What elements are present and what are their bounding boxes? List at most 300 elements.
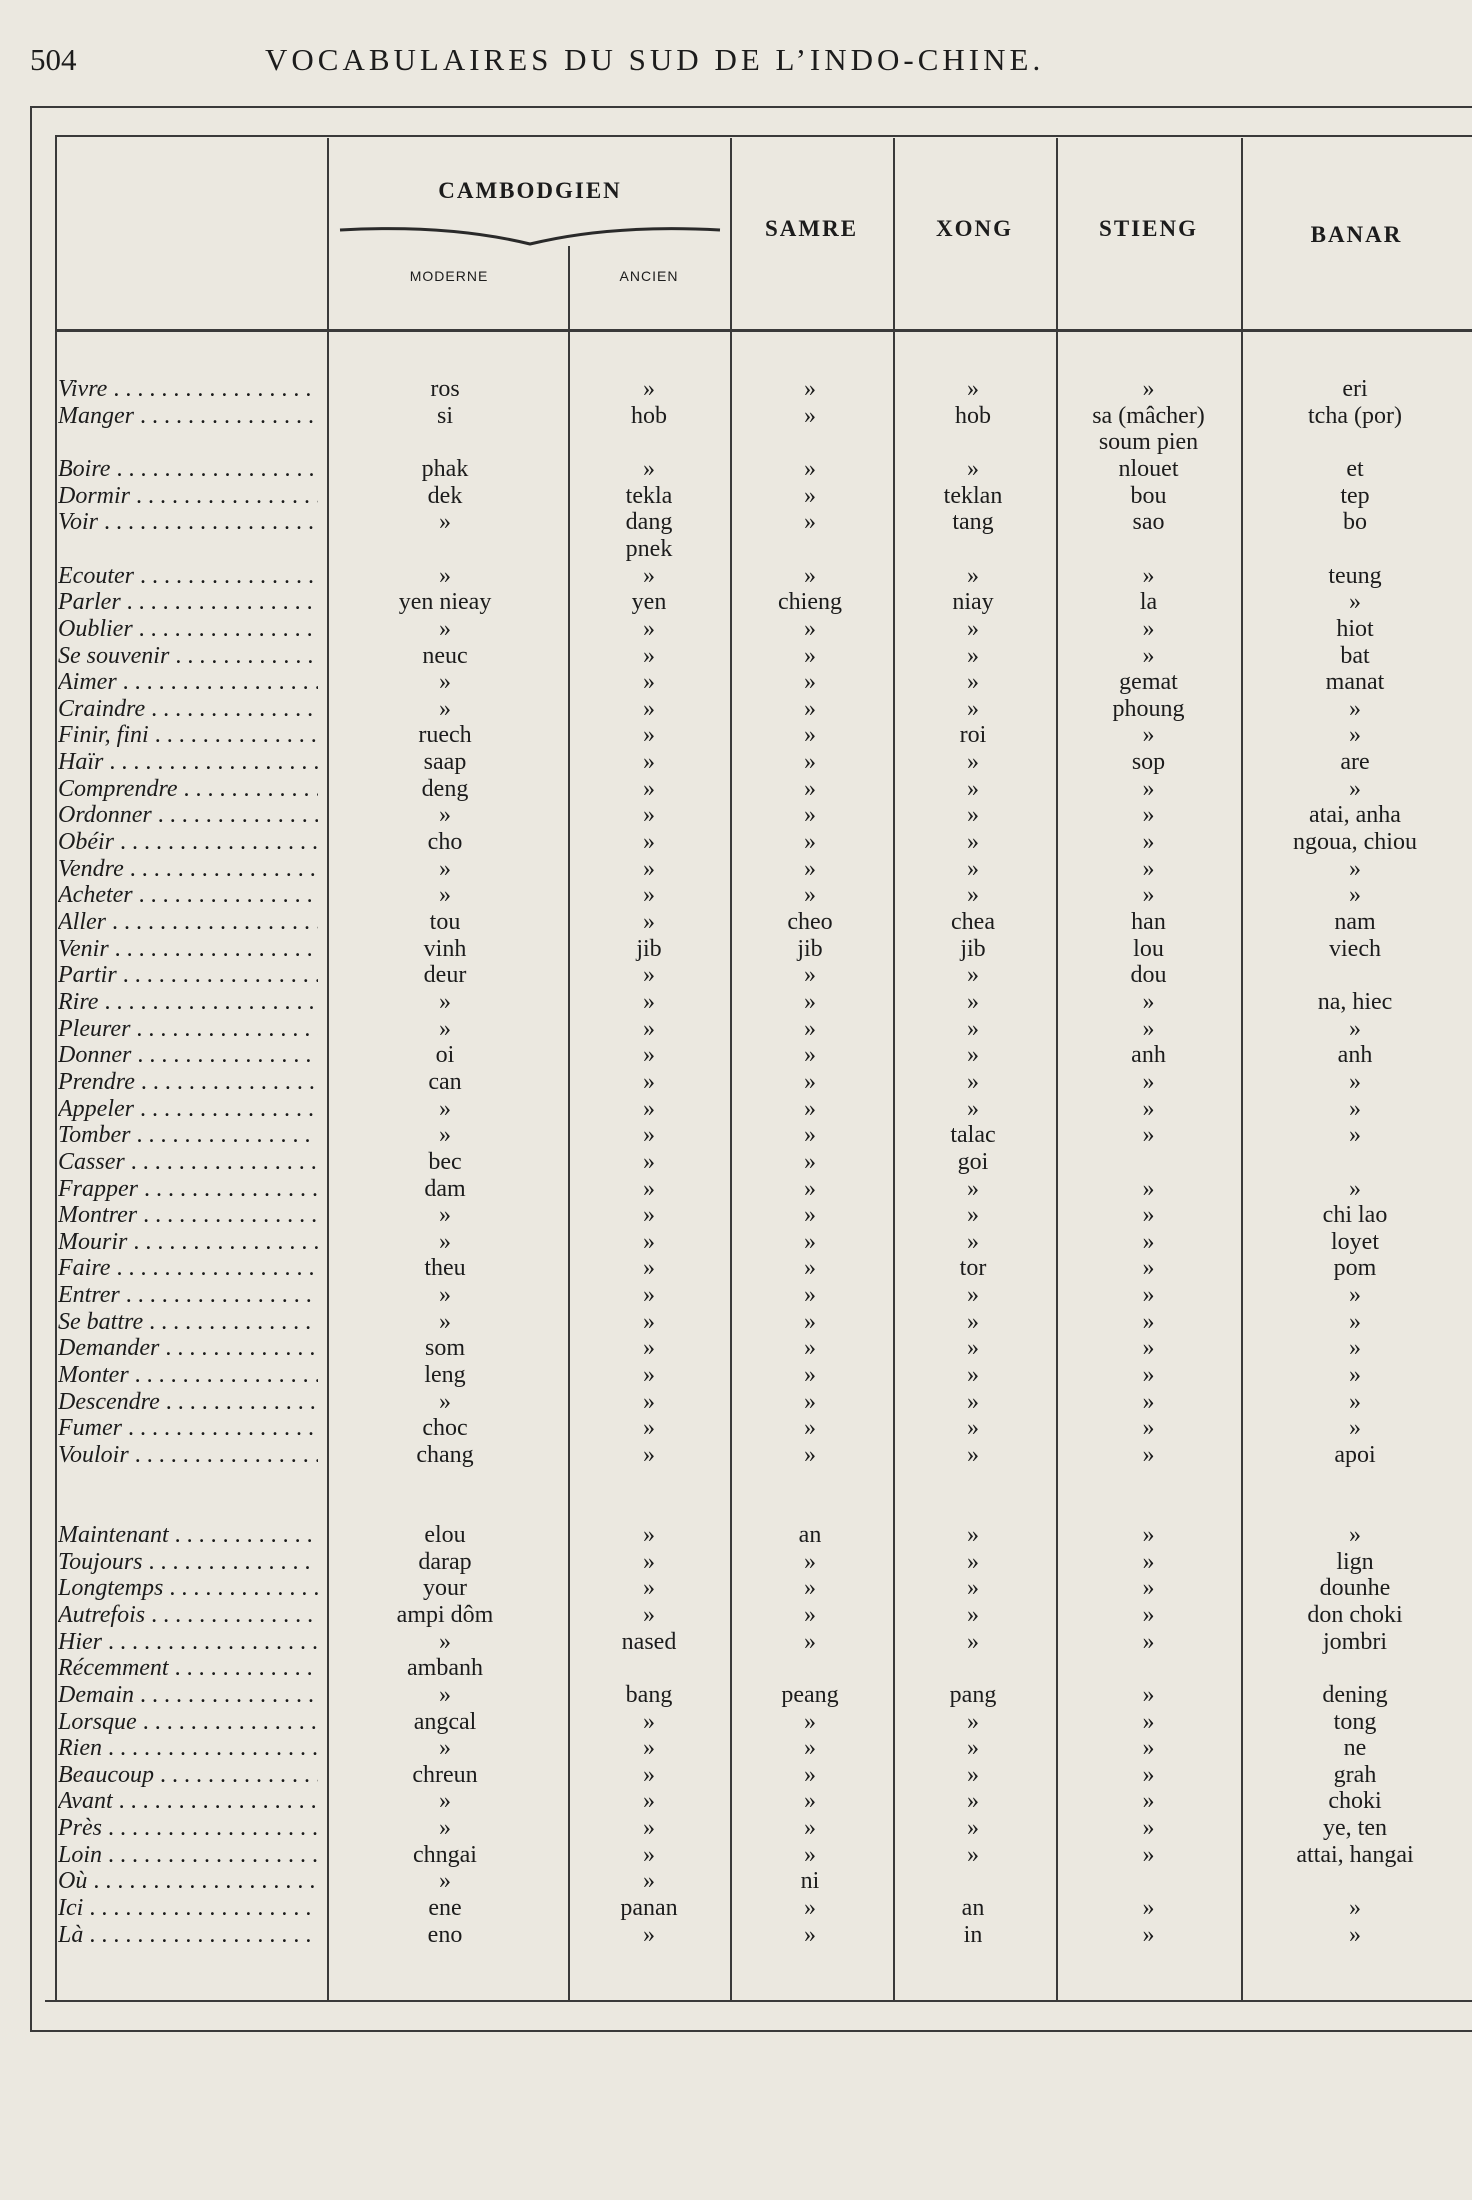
stieng-cell: sop bbox=[1131, 749, 1166, 775]
xong-cell: » bbox=[967, 1202, 979, 1228]
term-cell: Oublier . . . bbox=[58, 616, 318, 643]
banar-cell: » bbox=[1349, 882, 1361, 908]
stieng-cell: » bbox=[1142, 1282, 1155, 1308]
ancien-cell: » bbox=[643, 1575, 655, 1601]
samre-cell: » bbox=[804, 1229, 816, 1255]
xong-cell: chea bbox=[951, 909, 995, 935]
samre-cell: » bbox=[804, 1389, 816, 1415]
table-row bbox=[0, 936, 1472, 963]
moderne-cell: angcal bbox=[413, 1709, 477, 1735]
term-cell: Appeler . . . bbox=[58, 1096, 318, 1123]
table-row bbox=[0, 1682, 1472, 1709]
ancien-cell: » bbox=[643, 1709, 655, 1735]
stieng-cell: » bbox=[1142, 829, 1155, 855]
header-banar: BANAR bbox=[1310, 222, 1403, 247]
stieng-cell: » bbox=[1142, 1575, 1155, 1601]
ancien-cell: » bbox=[643, 1362, 655, 1388]
table-row bbox=[0, 669, 1472, 696]
header-xong: XONG bbox=[936, 216, 1013, 241]
stieng-cell: » bbox=[1142, 856, 1155, 882]
table-row bbox=[0, 1762, 1472, 1789]
xong-cell: » bbox=[967, 1016, 979, 1042]
ancien-cell: » bbox=[643, 909, 655, 935]
term-cell: Où . . . bbox=[58, 1868, 318, 1895]
cambodgien-brace bbox=[338, 218, 722, 248]
ancien-cell: » bbox=[643, 1788, 655, 1814]
stieng-cell: han bbox=[1131, 909, 1166, 935]
samre-cell: » bbox=[804, 1415, 816, 1441]
samre-cell: » bbox=[804, 1735, 816, 1761]
moderne-cell: » bbox=[439, 1389, 451, 1415]
term-cell: Ecouter . . . bbox=[58, 563, 318, 590]
stieng-cell: bou bbox=[1130, 483, 1167, 509]
ancien-cell: » bbox=[643, 1016, 655, 1042]
samre-cell: » bbox=[804, 1788, 816, 1814]
table-row bbox=[0, 536, 1472, 563]
samre-cell: » bbox=[804, 643, 816, 669]
stieng-cell: » bbox=[1142, 1788, 1155, 1814]
table-row bbox=[0, 1655, 1472, 1682]
ancien-cell: » bbox=[643, 456, 655, 482]
stieng-cell: » bbox=[1142, 563, 1155, 589]
stieng-cell: » bbox=[1142, 1415, 1155, 1441]
ancien-cell: nased bbox=[621, 1629, 677, 1655]
term-cell: Se souvenir . . . bbox=[58, 643, 318, 670]
moderne-cell: phak bbox=[421, 456, 469, 482]
ancien-cell: » bbox=[643, 1149, 655, 1175]
samre-cell: » bbox=[804, 563, 816, 589]
ancien-cell: panan bbox=[620, 1895, 678, 1921]
ancien-cell: » bbox=[643, 1176, 655, 1202]
samre-cell: » bbox=[804, 1176, 816, 1202]
samre-cell: » bbox=[804, 1016, 816, 1042]
xong-cell: » bbox=[967, 882, 979, 908]
moderne-cell: » bbox=[439, 802, 451, 828]
term-cell: Aimer . . . bbox=[58, 669, 318, 696]
term-cell: Ici . . . bbox=[58, 1895, 318, 1922]
samre-cell: » bbox=[804, 669, 816, 695]
samre-cell: » bbox=[804, 1282, 816, 1308]
xong-cell: » bbox=[967, 456, 979, 482]
table-row bbox=[0, 1922, 1472, 1949]
table-row bbox=[0, 696, 1472, 723]
term-cell: Comprendre . . . bbox=[58, 776, 318, 803]
banar-cell: » bbox=[1349, 1922, 1361, 1948]
term-cell: Vivre . . . bbox=[58, 376, 318, 403]
xong-cell: » bbox=[967, 563, 979, 589]
moderne-cell: eno bbox=[427, 1922, 463, 1948]
term-cell: Venir . . . bbox=[58, 936, 318, 963]
banar-cell: » bbox=[1349, 1389, 1361, 1415]
banar-cell: are bbox=[1340, 749, 1370, 775]
stieng-cell: » bbox=[1142, 643, 1155, 669]
ancien-cell: » bbox=[643, 1309, 655, 1335]
ancien-cell: » bbox=[643, 962, 655, 988]
ancien-cell: » bbox=[643, 989, 655, 1015]
xong-cell: » bbox=[967, 376, 979, 402]
ancien-cell: » bbox=[643, 1229, 655, 1255]
term-cell: Acheter . . . bbox=[58, 882, 318, 909]
xong-cell: » bbox=[967, 1335, 979, 1361]
term-cell: Aller . . . bbox=[58, 909, 318, 936]
banar-cell: bat bbox=[1340, 643, 1370, 669]
term-cell: Dormir . . . bbox=[58, 483, 318, 510]
stieng-cell: » bbox=[1142, 802, 1155, 828]
moderne-cell: » bbox=[439, 563, 451, 589]
banar-cell: pom bbox=[1333, 1255, 1377, 1281]
ancien-cell: » bbox=[643, 643, 655, 669]
xong-cell: » bbox=[967, 696, 979, 722]
samre-cell: » bbox=[804, 1895, 816, 1921]
moderne-cell: elou bbox=[424, 1522, 466, 1548]
term-cell: Montrer . . . bbox=[58, 1202, 318, 1229]
banar-cell: » bbox=[1349, 1895, 1361, 1921]
stieng-cell: » bbox=[1142, 1016, 1155, 1042]
table-row bbox=[0, 802, 1472, 829]
ancien-cell: » bbox=[643, 802, 655, 828]
table-row bbox=[0, 856, 1472, 883]
banar-cell: » bbox=[1349, 776, 1361, 802]
samre-cell: jib bbox=[797, 936, 823, 962]
table-row bbox=[0, 1069, 1472, 1096]
samre-cell: » bbox=[804, 1629, 816, 1655]
moderne-cell: ampi dôm bbox=[396, 1602, 494, 1628]
table-row bbox=[0, 1389, 1472, 1416]
term-cell: Donner . . . bbox=[58, 1042, 318, 1069]
frame-bottom-rule bbox=[30, 2030, 1472, 2032]
banar-cell: lign bbox=[1336, 1549, 1374, 1575]
samre-cell: » bbox=[804, 989, 816, 1015]
banar-cell: » bbox=[1349, 1069, 1361, 1095]
header-bottom-rule bbox=[55, 329, 1472, 332]
term-cell: Hier . . . bbox=[58, 1629, 318, 1656]
xong-cell: » bbox=[967, 1815, 979, 1841]
table-top-rule bbox=[55, 135, 1472, 137]
stieng-cell: dou bbox=[1130, 962, 1167, 988]
samre-cell: » bbox=[804, 1202, 816, 1228]
ancien-cell: jib bbox=[636, 936, 662, 962]
ancien-cell: » bbox=[643, 1442, 655, 1468]
moderne-cell: » bbox=[439, 509, 451, 535]
samre-cell: » bbox=[804, 829, 816, 855]
ancien-cell: » bbox=[643, 1202, 655, 1228]
banar-cell: » bbox=[1349, 1309, 1361, 1335]
banar-cell: » bbox=[1349, 1016, 1361, 1042]
ancien-cell: » bbox=[643, 749, 655, 775]
ancien-cell: » bbox=[643, 1868, 655, 1894]
term-cell: Manger . . . bbox=[58, 403, 318, 430]
term-cell: Rien . . . bbox=[58, 1735, 318, 1762]
table-row bbox=[0, 1522, 1472, 1549]
samre-cell: » bbox=[804, 1709, 816, 1735]
moderne-cell: » bbox=[439, 1202, 451, 1228]
term-cell: Fumer . . . bbox=[58, 1415, 318, 1442]
page-number: 504 bbox=[30, 42, 77, 77]
term-cell: Maintenant . . . bbox=[58, 1522, 318, 1549]
moderne-cell: neuc bbox=[422, 643, 468, 669]
stieng-cell: » bbox=[1142, 1762, 1155, 1788]
term-cell: Demander . . . bbox=[58, 1335, 318, 1362]
ancien-cell: bang bbox=[625, 1682, 673, 1708]
table-row bbox=[0, 722, 1472, 749]
ancien-cell: » bbox=[643, 722, 655, 748]
term-cell: Toujours . . . bbox=[58, 1549, 318, 1576]
xong-cell: » bbox=[967, 669, 979, 695]
xong-cell: » bbox=[967, 962, 979, 988]
samre-cell: » bbox=[804, 1069, 816, 1095]
xong-cell: roi bbox=[959, 722, 987, 748]
term-cell: Descendre . . . bbox=[58, 1389, 318, 1416]
xong-cell: niay bbox=[952, 589, 994, 615]
ancien-cell: » bbox=[643, 616, 655, 642]
term-cell: Monter . . . bbox=[58, 1362, 318, 1389]
samre-cell: » bbox=[804, 856, 816, 882]
ancien-cell: » bbox=[643, 829, 655, 855]
ancien-cell: » bbox=[643, 1335, 655, 1361]
banar-cell: apoi bbox=[1334, 1442, 1376, 1468]
table-row bbox=[0, 1362, 1472, 1389]
stieng-cell: » bbox=[1142, 1682, 1155, 1708]
stieng-cell: » bbox=[1142, 1229, 1155, 1255]
xong-cell: » bbox=[967, 989, 979, 1015]
banar-cell: dounhe bbox=[1319, 1575, 1391, 1601]
term-cell: Frapper . . . bbox=[58, 1176, 318, 1203]
xong-cell: » bbox=[967, 1069, 979, 1095]
ancien-cell: » bbox=[643, 1042, 655, 1068]
moderne-cell: » bbox=[439, 1229, 451, 1255]
term-cell: Récemment . . . bbox=[58, 1655, 318, 1682]
banar-cell: hiot bbox=[1336, 616, 1374, 642]
moderne-cell: saap bbox=[423, 749, 467, 775]
xong-cell: in bbox=[963, 1922, 983, 1948]
moderne-cell: yen nieay bbox=[398, 589, 492, 615]
banar-cell: loyet bbox=[1331, 1229, 1379, 1255]
table-row bbox=[0, 1335, 1472, 1362]
xong-cell: » bbox=[967, 1176, 979, 1202]
samre-cell: » bbox=[804, 1255, 816, 1281]
table-row bbox=[0, 1895, 1472, 1922]
ancien-cell: » bbox=[643, 1815, 655, 1841]
stieng-cell: » bbox=[1142, 722, 1155, 748]
table-row bbox=[0, 1016, 1472, 1043]
samre-cell: » bbox=[804, 722, 816, 748]
term-cell: Beaucoup . . . bbox=[58, 1762, 318, 1789]
table-row bbox=[0, 1282, 1472, 1309]
xong-cell: tang bbox=[952, 509, 994, 535]
table-row bbox=[0, 376, 1472, 403]
ancien-cell: » bbox=[643, 856, 655, 882]
samre-cell: » bbox=[804, 1602, 816, 1628]
moderne-cell: leng bbox=[424, 1362, 466, 1388]
table-row bbox=[0, 1415, 1472, 1442]
moderne-cell: ene bbox=[428, 1895, 462, 1921]
banar-cell: bo bbox=[1343, 509, 1367, 535]
samre-cell: an bbox=[798, 1522, 822, 1548]
term-cell: Obéir . . . bbox=[58, 829, 318, 856]
ancien-cell: » bbox=[643, 376, 655, 402]
banar-cell: chi lao bbox=[1322, 1202, 1388, 1228]
table-row bbox=[0, 1255, 1472, 1282]
term-cell: Craindre . . . bbox=[58, 696, 318, 723]
banar-cell: eri bbox=[1342, 376, 1368, 402]
xong-cell: tor bbox=[959, 1255, 987, 1281]
stieng-cell: » bbox=[1142, 1309, 1155, 1335]
term-cell: Entrer . . . bbox=[58, 1282, 318, 1309]
banar-cell: tcha (por) bbox=[1308, 403, 1402, 429]
stieng-cell: » bbox=[1142, 1389, 1155, 1415]
banar-cell: » bbox=[1349, 1335, 1361, 1361]
samre-cell: chieng bbox=[778, 589, 842, 615]
ancien-cell: » bbox=[643, 669, 655, 695]
table-row bbox=[0, 882, 1472, 909]
moderne-cell: deng bbox=[421, 776, 469, 802]
moderne-cell: » bbox=[439, 1016, 451, 1042]
ancien-cell: » bbox=[643, 1096, 655, 1122]
table-row bbox=[0, 909, 1472, 936]
stieng-cell: » bbox=[1142, 1815, 1155, 1841]
stieng-cell: » bbox=[1142, 616, 1155, 642]
xong-cell: » bbox=[967, 1229, 979, 1255]
xong-cell: goi bbox=[957, 1149, 989, 1175]
table-row bbox=[0, 1788, 1472, 1815]
samre-cell: » bbox=[804, 1042, 816, 1068]
samre-cell: » bbox=[804, 1762, 816, 1788]
banar-cell: » bbox=[1349, 1096, 1361, 1122]
banar-cell: et bbox=[1346, 456, 1364, 482]
table-row bbox=[0, 1549, 1472, 1576]
table-row bbox=[0, 776, 1472, 803]
samre-cell: » bbox=[804, 1309, 816, 1335]
stieng-cell: » bbox=[1142, 776, 1155, 802]
ancien-cell: » bbox=[643, 1922, 655, 1948]
stieng-cell: lou bbox=[1133, 936, 1164, 962]
moderne-cell: » bbox=[439, 696, 451, 722]
samre-cell: cheo bbox=[787, 909, 833, 935]
ancien-cell: » bbox=[643, 696, 655, 722]
table-row bbox=[0, 1229, 1472, 1256]
banar-cell: » bbox=[1349, 1122, 1361, 1148]
term-cell: Là . . . bbox=[58, 1922, 318, 1949]
moderne-cell: » bbox=[439, 1282, 451, 1308]
samre-cell: » bbox=[804, 1362, 816, 1388]
samre-cell: » bbox=[804, 1549, 816, 1575]
table-row bbox=[0, 989, 1472, 1016]
table-row bbox=[0, 1842, 1472, 1869]
table-row bbox=[0, 1149, 1472, 1176]
stieng-cell: nlouet bbox=[1118, 456, 1179, 482]
banar-cell: teung bbox=[1328, 563, 1382, 589]
table-row bbox=[0, 1575, 1472, 1602]
table-row bbox=[0, 962, 1472, 989]
table-row bbox=[0, 1868, 1472, 1895]
moderne-cell: » bbox=[439, 1815, 451, 1841]
xong-cell: » bbox=[967, 1282, 979, 1308]
moderne-cell: tou bbox=[429, 909, 461, 935]
xong-cell: an bbox=[961, 1895, 985, 1921]
ancien-cell: » bbox=[643, 1602, 655, 1628]
ancien-cell: » bbox=[643, 1389, 655, 1415]
moderne-cell: your bbox=[423, 1575, 467, 1601]
samre-cell: » bbox=[804, 962, 816, 988]
moderne-cell: theu bbox=[424, 1255, 466, 1281]
moderne-cell: » bbox=[439, 989, 451, 1015]
ancien-cell: » bbox=[643, 1122, 655, 1148]
moderne-cell: » bbox=[439, 1629, 451, 1655]
samre-cell: » bbox=[804, 1922, 816, 1948]
xong-cell: » bbox=[967, 1309, 979, 1335]
moderne-cell: chngai bbox=[413, 1842, 477, 1868]
samre-cell: » bbox=[804, 696, 816, 722]
banar-cell: » bbox=[1349, 1522, 1361, 1548]
xong-cell: hob bbox=[955, 403, 991, 429]
table-bottom-rule bbox=[45, 2000, 1472, 2002]
banar-cell: tong bbox=[1333, 1709, 1377, 1735]
term-cell: Près . . . bbox=[58, 1815, 318, 1842]
moderne-cell: ruech bbox=[418, 722, 472, 748]
samre-cell: » bbox=[804, 1442, 816, 1468]
moderne-cell: oi bbox=[435, 1042, 455, 1068]
moderne-cell: » bbox=[439, 1735, 451, 1761]
stieng-cell: » bbox=[1142, 1549, 1155, 1575]
moderne-cell: cho bbox=[427, 829, 463, 855]
moderne-cell: chreun bbox=[412, 1762, 478, 1788]
stieng-cell: » bbox=[1142, 1096, 1155, 1122]
moderne-cell: choc bbox=[422, 1415, 468, 1441]
frame-top-rule bbox=[30, 106, 1472, 108]
stieng-cell: » bbox=[1142, 1842, 1155, 1868]
term-cell: Prendre . . . bbox=[58, 1069, 318, 1096]
ancien-cell: » bbox=[643, 1735, 655, 1761]
term-cell: Ordonner . . . bbox=[58, 802, 318, 829]
samre-cell: » bbox=[804, 749, 816, 775]
table-row bbox=[0, 1735, 1472, 1762]
table-row bbox=[0, 1469, 1472, 1496]
stieng-cell: » bbox=[1142, 1202, 1155, 1228]
stieng-cell: » bbox=[1142, 1602, 1155, 1628]
stieng-cell: » bbox=[1142, 989, 1155, 1015]
term-cell: Loin . . . bbox=[58, 1842, 318, 1869]
ancien-cell: » bbox=[643, 1255, 655, 1281]
samre-cell: » bbox=[804, 1122, 816, 1148]
moderne-cell: ambanh bbox=[407, 1655, 483, 1681]
ancien-cell: » bbox=[643, 1762, 655, 1788]
xong-cell: » bbox=[967, 1096, 979, 1122]
table-row bbox=[0, 563, 1472, 590]
term-cell: Partir . . . bbox=[58, 962, 318, 989]
xong-cell: teklan bbox=[943, 483, 1003, 509]
banar-cell: » bbox=[1349, 856, 1361, 882]
samre-cell: » bbox=[804, 456, 816, 482]
banar-cell: ye, ten bbox=[1323, 1815, 1387, 1841]
xong-cell: » bbox=[967, 776, 979, 802]
table-row bbox=[0, 749, 1472, 776]
stieng-cell: phoung bbox=[1112, 696, 1185, 722]
term-cell: Avant . . . bbox=[58, 1788, 318, 1815]
xong-cell: » bbox=[967, 749, 979, 775]
ancien-cell: » bbox=[643, 1415, 655, 1441]
samre-cell: » bbox=[804, 882, 816, 908]
term-cell: Vendre . . . bbox=[58, 856, 318, 883]
samre-cell: peang bbox=[781, 1682, 839, 1708]
stieng-cell: » bbox=[1142, 1335, 1155, 1361]
banar-cell: ne bbox=[1343, 1735, 1367, 1761]
xong-cell: » bbox=[967, 643, 979, 669]
xong-cell: » bbox=[967, 856, 979, 882]
xong-cell: » bbox=[967, 1575, 979, 1601]
stieng-cell: » bbox=[1142, 1122, 1155, 1148]
moderne-cell: » bbox=[439, 1788, 451, 1814]
banar-cell: viech bbox=[1329, 936, 1381, 962]
